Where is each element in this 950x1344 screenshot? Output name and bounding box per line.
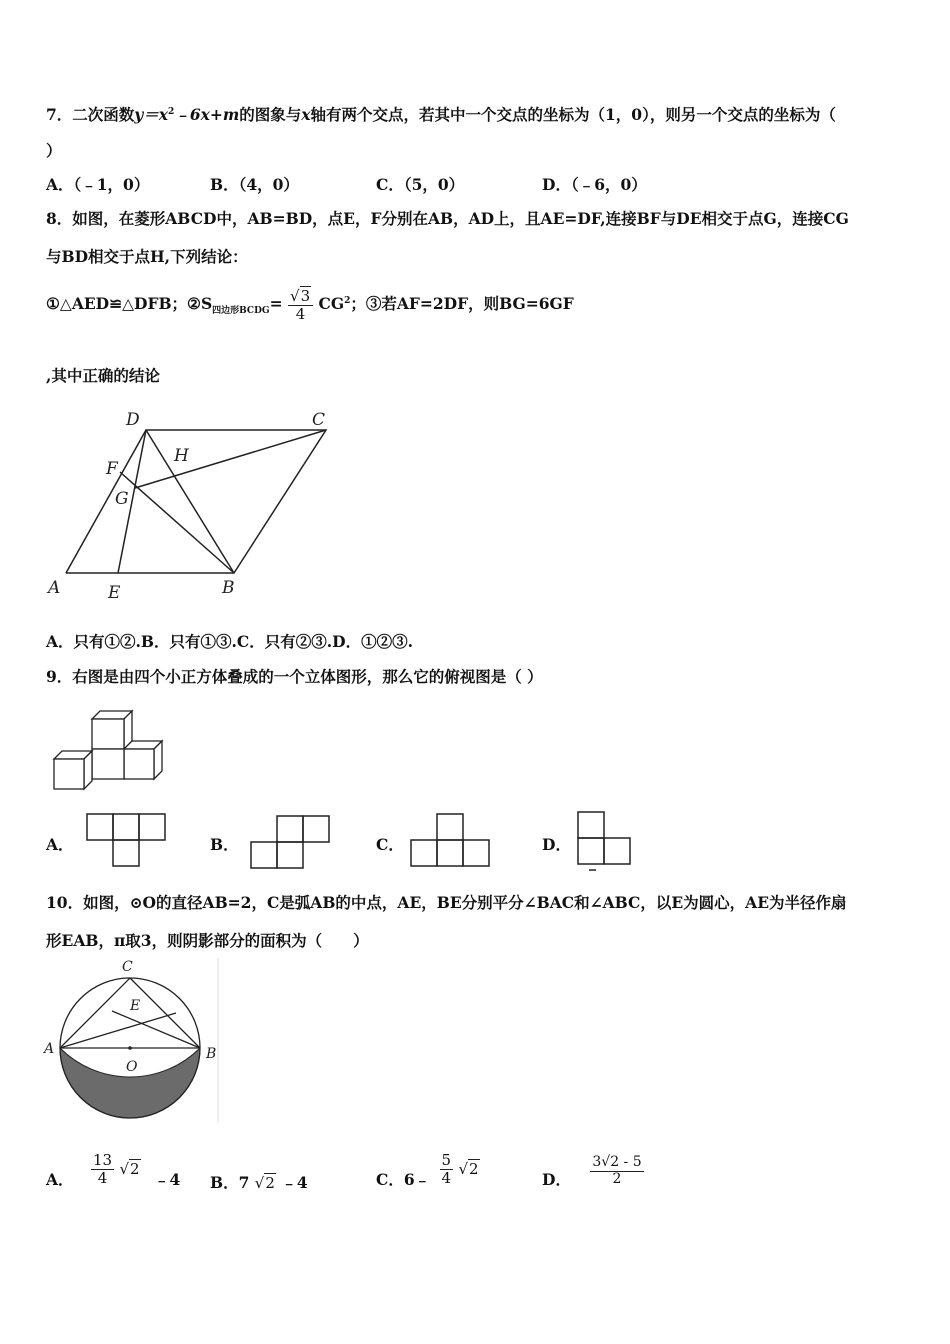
q10-circle-figure xyxy=(40,958,230,1128)
q8-conclusions xyxy=(46,288,574,322)
q8-stem-line2: 与BD相交于点H,下列结论： xyxy=(46,247,248,266)
q10-chord-bc xyxy=(130,978,200,1048)
q7-stem-text3: 轴有两个交点，若其中一个交点的坐标为（1，0），则另一个交点的坐标为（ xyxy=(310,105,836,124)
q8-label-f: F xyxy=(106,459,118,479)
q10-label-o: O xyxy=(126,1059,138,1075)
q9-option-d-label[interactable]: D． xyxy=(542,835,571,854)
q10-option-d-label: D． xyxy=(542,1170,571,1189)
q10-option-a-fraction xyxy=(91,1152,114,1186)
q10-option-c-radical: √2 xyxy=(458,1160,479,1178)
q7-option-b[interactable]: B．（4，0） xyxy=(210,175,299,194)
q10-option-b-label: B．7 xyxy=(210,1173,250,1192)
q7-function: y＝x xyxy=(134,105,169,124)
q8-answer-options[interactable]: A．只有①②.B．只有①③.C．只有②③.D．①②③. xyxy=(46,632,413,651)
q10-option-c-fraction xyxy=(440,1152,454,1186)
q8-conclusion-3: ；③若AF=2DF，则BG=6GF xyxy=(350,294,574,313)
q10-option-d-num: 3√2 - 5 xyxy=(592,1154,642,1171)
q10-label-c: C xyxy=(122,959,133,975)
q10-option-a-label: A． xyxy=(46,1170,74,1189)
q10-option-c-label: C．6﹣ xyxy=(376,1170,431,1189)
q8-label-e: E xyxy=(108,583,121,603)
q8-stem-line3: ,其中正确的结论 xyxy=(46,366,160,385)
q9-cube-stack-figure xyxy=(50,705,180,795)
q8-fraction: $\frac{√3}{4}$ xyxy=(288,288,313,322)
q10-option-d-fraction xyxy=(590,1155,643,1187)
q8-stem-line1: 8．如图，在菱形ABCD中，AB=BD，点E，F分别在AB，AD上，且AE=DF,连接BF与DE相交于点G，连接CG xyxy=(46,209,849,228)
q7-stem-text2: 的图象与 xyxy=(239,105,302,124)
q9-option-a-label[interactable]: A． xyxy=(46,835,74,854)
q8-label-a: A xyxy=(48,578,61,598)
q10-option-c[interactable] xyxy=(376,1148,480,1190)
q9-stem: 9．右图是由四个小正方体叠成的一个立体图形，那么它的俯视图是（ ） xyxy=(46,667,543,686)
q9-option-a-figure[interactable] xyxy=(85,812,167,868)
q8-area-subscript: 四边形BCDG xyxy=(212,306,270,317)
q8-label-c: C xyxy=(312,410,326,430)
q9-option-d-figure[interactable] xyxy=(576,810,636,870)
q7-x-var: x xyxy=(301,105,311,124)
q7-option-a[interactable]: A．（﹣1，0） xyxy=(46,175,150,194)
q8-label-h: H xyxy=(174,446,189,466)
q10-label-a: A xyxy=(44,1041,55,1057)
q7-stem-line2: ） xyxy=(46,141,62,160)
q8-cg: CG xyxy=(318,294,345,313)
q8-rhombus-figure xyxy=(40,400,340,603)
q8-diagonal-bd xyxy=(146,430,234,573)
q8-frac-num: 3 xyxy=(300,287,311,305)
q10-option-a-radical: √2 xyxy=(119,1160,140,1178)
q8-frac-den: 4 xyxy=(295,304,306,323)
q7-stem-text: 7．二次函数 xyxy=(46,105,135,124)
q10-option-d-den: 2 xyxy=(612,1170,622,1187)
q10-option-a-tail: ﹣4 xyxy=(153,1170,181,1189)
q8-label-b: B xyxy=(222,578,235,598)
q9-option-c-label[interactable]: C． xyxy=(376,835,404,854)
q10-option-b-tail: ﹣4 xyxy=(281,1173,308,1192)
q7-option-d[interactable]: D．（﹣6，0） xyxy=(542,175,647,194)
q10-option-a[interactable] xyxy=(46,1148,180,1190)
q10-option-c-num: 5 xyxy=(441,1151,452,1169)
q8-label-g: G xyxy=(115,489,129,509)
q7-exponent: 2 xyxy=(168,106,175,117)
q8-conclusion-1: ①△AED≌△DFB；②S xyxy=(46,294,213,313)
q10-stem-line2: 形EAB，π取3，则阴影部分的面积为（ ） xyxy=(46,931,369,950)
q10-label-e: E xyxy=(130,998,141,1014)
q7-function-tail: ﹣6x+m xyxy=(174,105,240,124)
q8-equals: = xyxy=(269,294,283,313)
q10-option-a-den: 4 xyxy=(91,1169,114,1187)
q10-option-d[interactable] xyxy=(542,1152,644,1190)
q10-option-b[interactable] xyxy=(210,1171,308,1193)
q9-option-c-figure[interactable] xyxy=(409,812,491,868)
q8-cg-exponent: 2 xyxy=(344,295,351,306)
q10-option-b-radical: √2 xyxy=(254,1174,275,1192)
q10-bisector-be xyxy=(112,1011,200,1048)
q7-stem-line1 xyxy=(46,103,836,125)
q8-label-d: D xyxy=(126,410,140,430)
q8-rhombus-outline xyxy=(66,430,326,573)
q10-stem-line1: 10．如图，⊙O的直径AB=2，C是弧AB的中点，AE，BE分别平分∠BAC和∠ABC，以E为圆心，AE为半径作扇 xyxy=(46,893,847,912)
q7-option-c[interactable]: C．（5，0） xyxy=(376,175,465,194)
q10-label-b: B xyxy=(206,1046,217,1062)
q10-option-c-den: 4 xyxy=(441,1168,452,1187)
q10-option-a-num: 13 xyxy=(92,1151,113,1169)
q9-option-b-label[interactable]: B． xyxy=(210,835,239,854)
q9-option-b-figure[interactable] xyxy=(249,814,331,870)
